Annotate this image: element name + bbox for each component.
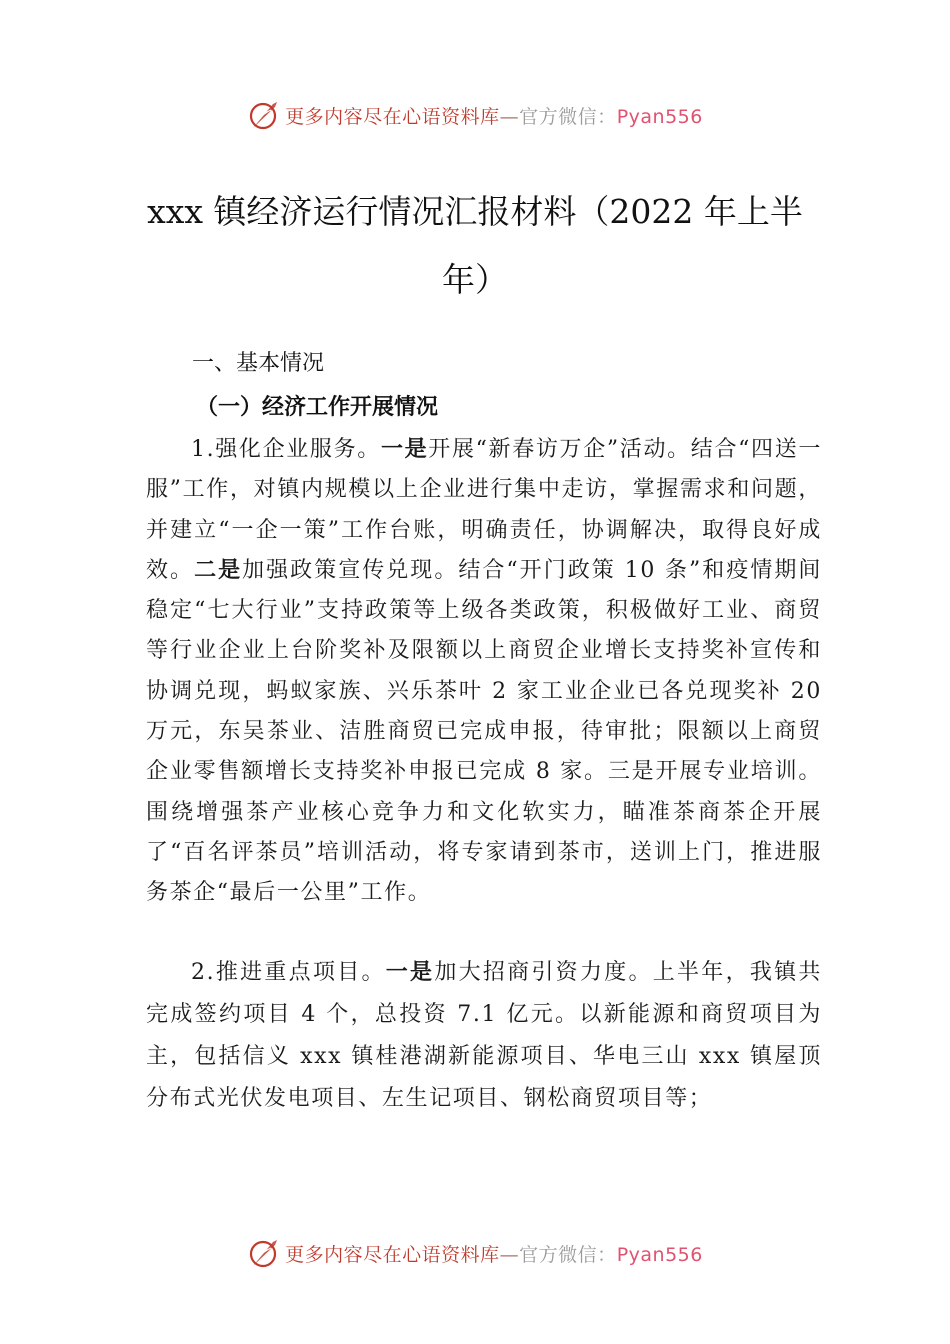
document-title: xxx 镇经济运行情况汇报材料（2022 年上半年）	[147, 192, 803, 299]
quill-pen-circle-icon	[247, 1236, 281, 1270]
section-heading: 一、基本情况	[192, 351, 325, 376]
paragraph-1-second-marker: 二是	[194, 557, 243, 583]
paragraph-2-lead: 2.推进重点项目。	[191, 960, 386, 985]
banner-main-text: 更多内容尽在心语资料库	[285, 105, 500, 128]
banner-official-label: 官方微信：	[519, 105, 617, 128]
paragraph-1-text-a: 开展“新春访万企”活动。结合“四送一服”工作，对镇内规模以上企业进行集中走访，掌握需求和问题，并建立“一企一策”工作台账，明确责任，协调解决，取得良好成效。	[146, 437, 822, 583]
paragraph-2-first-marker: 一是	[385, 960, 435, 985]
footer-banner	[0, 1233, 950, 1273]
paragraph-1-first-marker: 一是	[380, 437, 429, 462]
banner-text	[285, 1240, 703, 1267]
banner-dash: —	[499, 105, 520, 128]
banner-text	[285, 102, 703, 129]
banner-dash: —	[499, 1243, 520, 1266]
banner-official-label: 官方微信：	[519, 1243, 617, 1266]
paragraph-2-text: 加大招商引资力度。上半年，我镇共完成签约项目 4 个，总投资 7.1 亿元。以新能源和商贸项目为主，包括信义 xxx 镇桂港湖新能源项目、华电三山 xxx 镇屋顶分布式光伏发电项目、左生记项目、钢松商贸项目等；	[146, 960, 822, 1111]
header-banner	[0, 95, 950, 135]
quill-pen-circle-icon	[247, 98, 281, 132]
banner-wechat-id: Pyan556	[616, 1243, 703, 1266]
paragraph-key-projects	[146, 952, 822, 1120]
paragraph-1-lead: 1.强化企业服务。	[191, 437, 381, 462]
subsection-heading: （一）经济工作开展情况	[196, 394, 439, 420]
banner-main-text: 更多内容尽在心语资料库	[285, 1243, 500, 1266]
banner-wechat-id: Pyan556	[616, 105, 703, 128]
paragraph-1-text-b: 加强政策宣传兑现。结合“开门政策 10 条”和疫情期间稳定“七大行业”支持政策等上级各类政策，积极做好工业、商贸等行业企业上台阶奖补及限额以上商贸企业增长支持奖补宣传和协调兑现，蚂蚁家族、兴乐茶叶 2 家工业企业已各兑现奖补 20 万元，东吴茶业、洁胜商贸已完成申报，待审批；限额以上商贸企业零售额增长支持奖补申报已完成 8 家。三是开展专业培训。围绕增强茶产业核心竞争力和文化软实力，瞄准茶商茶企开展了“百名评茶员”培训活动，将专家请到茶市，送训上门，推进服务茶企“最后一公里”工作。	[146, 557, 823, 906]
paragraph-enterprise-service	[146, 430, 822, 914]
